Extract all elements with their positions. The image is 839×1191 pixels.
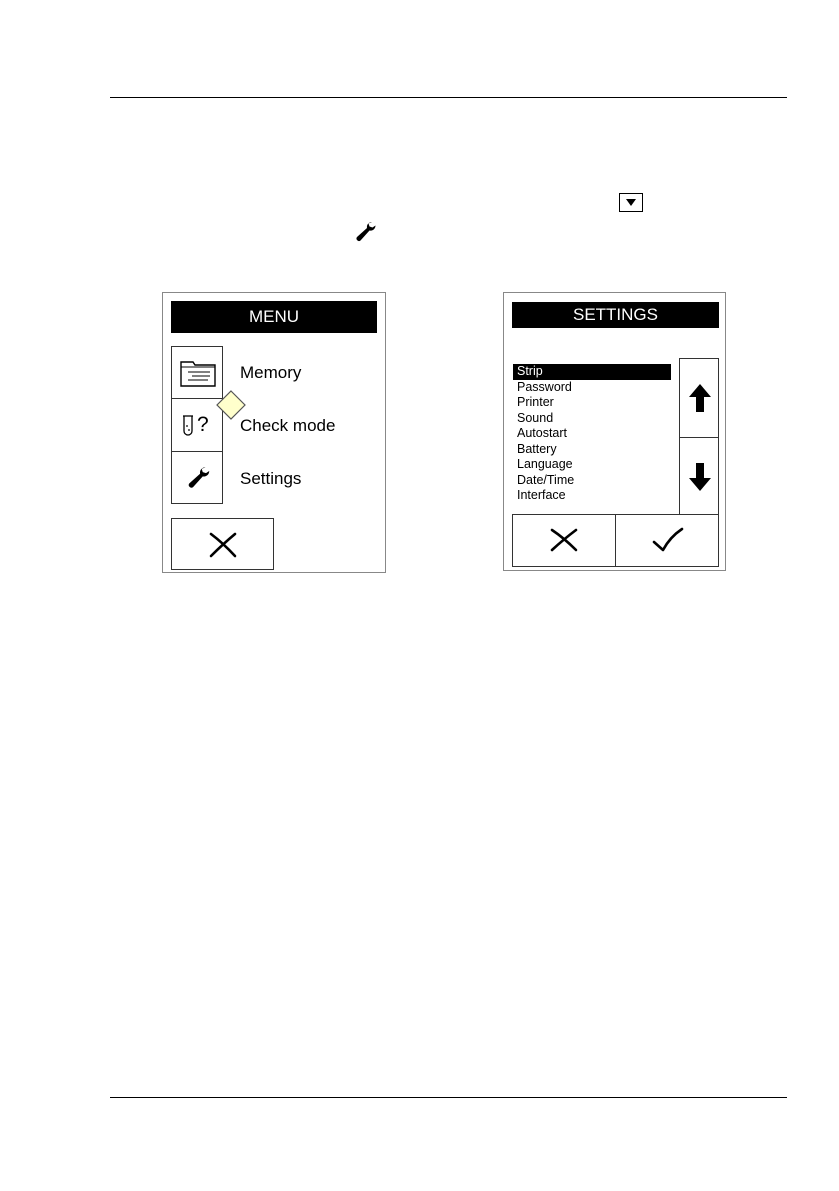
menu-cancel-button[interactable] <box>171 518 274 570</box>
settings-item-interface[interactable]: Interface <box>517 488 566 502</box>
arrow-up-icon <box>688 383 712 413</box>
scroll-up-button[interactable] <box>679 358 719 438</box>
settings-item-strip[interactable]: Strip <box>513 364 671 380</box>
wrench-icon <box>185 464 213 492</box>
settings-item-battery[interactable]: Battery <box>517 441 557 456</box>
menu-item-check-mode-label[interactable]: Check mode <box>240 416 336 435</box>
check-mode-icon <box>182 414 194 438</box>
scroll-down-button[interactable] <box>679 437 719 515</box>
settings-item-password[interactable]: Password <box>517 379 572 394</box>
settings-item-language[interactable]: Language <box>517 457 573 471</box>
checkmark-icon <box>652 527 684 553</box>
dropdown-arrow-icon <box>619 193 643 212</box>
wrench-icon <box>353 219 379 245</box>
settings-confirm-button[interactable] <box>615 514 719 567</box>
settings-item-autostart[interactable]: Autostart <box>517 426 568 440</box>
menu-title: MENU <box>171 301 377 333</box>
close-icon <box>549 527 579 553</box>
memory-folder-icon <box>180 359 216 387</box>
footer-rule <box>110 1097 787 1098</box>
check-mode-glyph: ? <box>197 413 209 436</box>
menu-item-settings-label[interactable]: Settings <box>240 469 302 488</box>
close-icon <box>208 531 238 559</box>
settings-item-date-time[interactable]: Date/Time <box>517 472 575 487</box>
settings-button[interactable] <box>171 451 223 504</box>
header-rule <box>110 97 787 98</box>
settings-list <box>513 364 673 506</box>
menu-item-memory-label[interactable]: Memory <box>240 363 302 382</box>
settings-cancel-button[interactable] <box>512 514 616 567</box>
settings-item-sound[interactable]: Sound <box>517 410 554 425</box>
highlight-marker-icon <box>215 389 247 421</box>
menu-screen <box>162 292 386 573</box>
settings-screen <box>503 292 726 571</box>
settings-item-printer[interactable]: Printer <box>517 395 554 409</box>
arrow-down-icon <box>688 462 712 492</box>
settings-title: SETTINGS <box>512 302 719 328</box>
